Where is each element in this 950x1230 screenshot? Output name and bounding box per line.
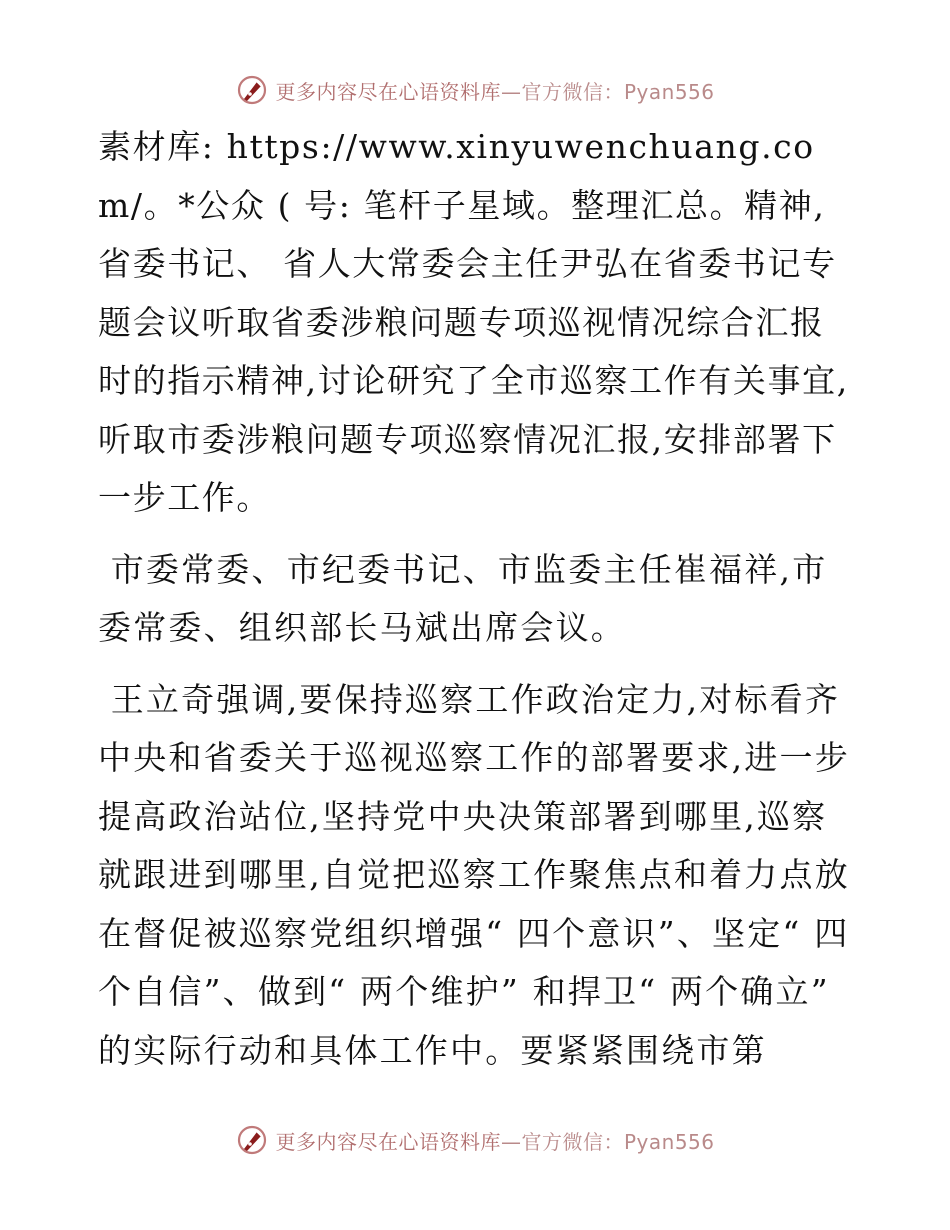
banner-wechat-id: Pyan556 (623, 1129, 715, 1154)
document-body (98, 118, 858, 1080)
banner-wechat-label: 官方微信： (521, 79, 624, 104)
pen-nib-circle-icon (235, 73, 269, 107)
header-banner (0, 70, 950, 110)
banner-dash: — (500, 1129, 522, 1154)
paragraph-attendees: 市委常委、市纪委书记、市监委主任崔福祥,市委常委、组织部长马斌出席会议。 (98, 549, 828, 647)
pen-nib-circle-icon (235, 1123, 269, 1157)
banner-prefix: 更多内容尽在心语资料库 (275, 1129, 501, 1154)
paragraph-intro: 素材库: https://www.xinyuwenchuang.com/。*公众 ( 号: 笔杆子星域。整理汇总。精神,省委书记、 省人大常委会主任尹弘在省委书记专题会议听取省委涉粮问题专项巡视情况综合汇报时的指示精神,讨论研究了全市巡察工作有关事宜,听取市委涉粮问题专项巡察情况汇报,安排部署下一步工作。 (98, 127, 849, 517)
paragraph-emphasis: 王立奇强调,要保持巡察工作政治定力,对标看齐中央和省委关于巡视巡察工作的部署要求,进一步提高政治站位,坚持党中央决策部署到哪里,巡察就跟进到哪里,自觉把巡察工作聚焦点和着力点放在督促被巡察党组织增强“ 四个意识”、坚定“ 四个自信”、做到“ 两个维护” 和捍卫“ 两个确立” 的实际行动和具体工作中。要紧紧围绕市第 (98, 679, 850, 1070)
banner-wechat-label: 官方微信： (521, 1129, 624, 1154)
footer-banner (0, 1120, 950, 1160)
banner-dash: — (500, 79, 522, 104)
banner-wechat-id: Pyan556 (623, 79, 715, 104)
banner-prefix: 更多内容尽在心语资料库 (275, 79, 501, 104)
